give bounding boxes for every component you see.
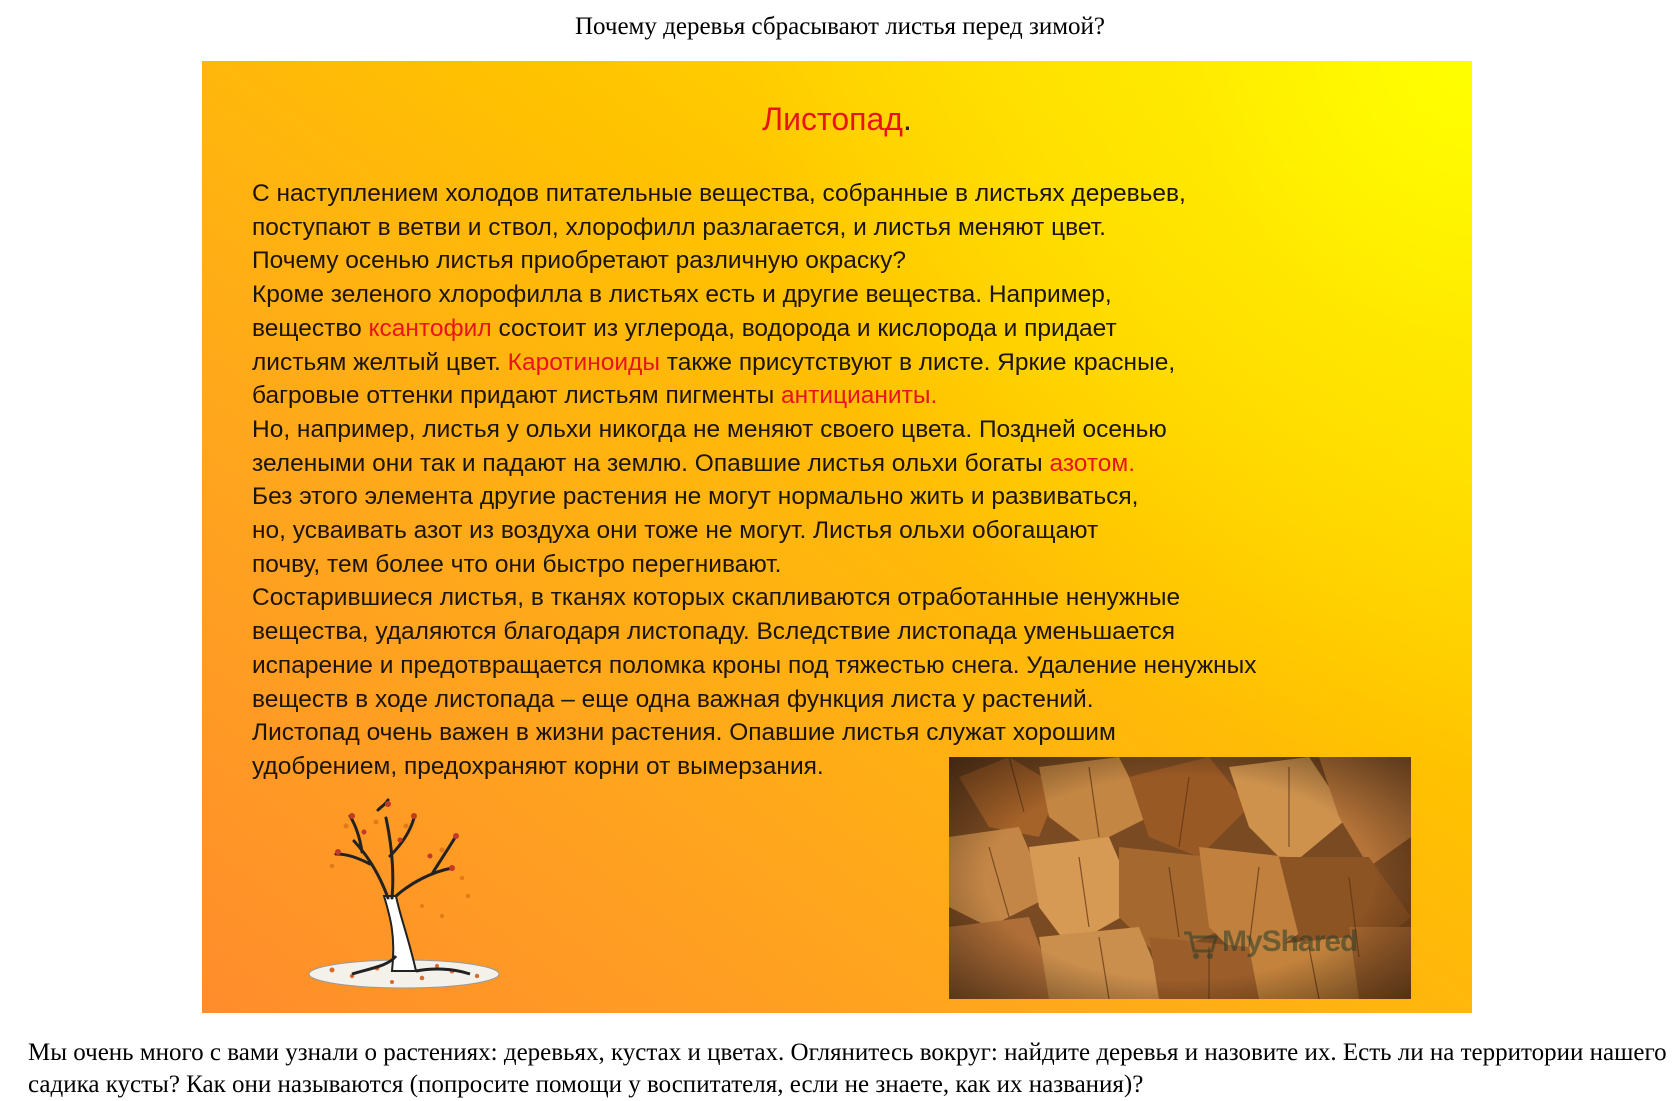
slide-title <box>202 99 1472 139</box>
highlighted-term: антицианиты. <box>781 382 938 410</box>
text-segment: Но, например, листья у ольхи никогда не меняют своего цвета. Поздней осенью <box>252 415 1167 443</box>
slide-text-line <box>252 447 1452 481</box>
text-segment: вещество <box>252 314 369 342</box>
slide-image <box>202 61 1472 1013</box>
text-segment: Кроме зеленого хлорофилла в листьях есть и другие вещества. Например, <box>252 281 1112 309</box>
text-segment: багровые оттенки придают листьям пигменты <box>252 382 781 410</box>
text-segment: С наступлением холодов питательные вещества, собранные в листьях деревьев, <box>252 180 1186 207</box>
slide-text-line <box>252 480 1452 514</box>
slide-text-line <box>252 514 1452 548</box>
slide-title-period: . <box>902 101 912 137</box>
fallen-leaves-photo <box>949 757 1411 999</box>
slide-title-text: Листопад <box>762 101 903 137</box>
slide-text-line <box>252 683 1452 717</box>
highlighted-term: азотом. <box>1049 449 1136 477</box>
text-segment: зелеными они так и падают на землю. Опавшие листья ольхи богаты <box>252 449 1050 477</box>
text-segment: вещества, удаляются благодаря листопаду. Вследствие листопада уменьшается <box>252 618 1176 646</box>
text-segment: но, усваивать азот из воздуха они тоже не могут. Листья ольхи обогащают <box>252 517 1099 545</box>
text-segment: Состарившиеся листья, в тканях которых скапливаются отработанные ненужные <box>252 584 1181 612</box>
text-segment: поступают в ветви и ствол, хлорофилл разлагается, и листья меняют цвет. <box>252 213 1106 241</box>
slide-body-text <box>252 177 1452 784</box>
text-segment: Почему осенью листья приобретают различную окраску? <box>252 247 906 275</box>
slide-text-line <box>252 649 1452 683</box>
slide-text-line <box>252 244 1452 278</box>
slide-text-line <box>252 716 1452 750</box>
text-segment: веществ в ходе листопада – еще одна важная функция листа у растений. <box>252 685 1094 713</box>
text-segment: Без этого элемента другие растения не могут нормально жить и развиваться, <box>252 483 1139 511</box>
text-segment: также присутствуют в листе. Яркие красные, <box>659 348 1176 376</box>
text-segment: Листопад очень важен в жизни растения. Опавшие листья служат хорошим <box>252 719 1116 747</box>
autumn-tree-illustration <box>292 796 512 996</box>
highlighted-term: ксантофил <box>368 314 492 342</box>
slide-text-line <box>252 211 1452 245</box>
text-segment: листьям желтый цвет. <box>252 348 508 376</box>
slide-text-line <box>252 615 1452 649</box>
slide-text-line <box>252 548 1452 582</box>
slide-text-line <box>252 177 1452 211</box>
text-segment: испарение и предотвращается поломка кроны под тяжестью снега. Удаление ненужных <box>252 651 1257 679</box>
myshared-watermark: MyShared <box>1222 925 1358 958</box>
slide-text-line <box>252 413 1452 447</box>
slide-text-line <box>252 278 1452 312</box>
slide-text-line <box>252 346 1452 380</box>
slide-text-line <box>252 581 1452 615</box>
highlighted-term: Каротиноиды <box>507 348 660 376</box>
slide-text-line <box>252 379 1452 413</box>
text-segment: состоит из углерода, водорода и кислорода и придает <box>491 314 1117 342</box>
text-segment: удобрением, предохраняют корни от вымерзания. <box>252 752 824 780</box>
footer-paragraph: Мы очень много с вами узнали о растениях: деревьях, кустах и цветах. Оглянитесь вокруг: найдите деревья и назовите их. Есть ли на территории нашего садика кусты? Как они называются (попросите помощи у воспитателя, если не знаете, как их названия)? <box>28 1039 1667 1098</box>
page-title: Почему деревья сбрасывают листья перед зимой? <box>574 13 1105 40</box>
myshared-logo-icon <box>1180 927 1220 961</box>
text-segment: почву, тем более что они быстро перегнивают. <box>252 550 782 578</box>
slide-text-line <box>252 312 1452 346</box>
